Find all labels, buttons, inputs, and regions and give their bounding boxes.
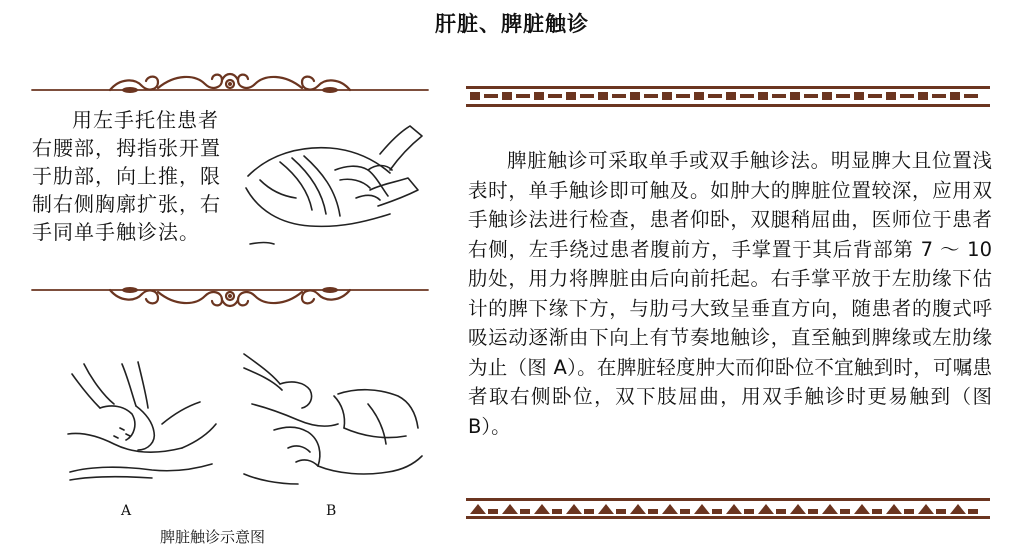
scroll-ornament-top-left — [30, 70, 430, 100]
spleen-palpation-paragraph: 脾脏触诊可采取单手或双手触诊法。明显脾大且位置浅表时，单手触诊即可触及。如肿大的脾脏位置较深，应用双手触诊法进行检查，患者仰卧，双腿稍屈曲，医师位于患者右侧，左手绕过患者腹前方，手掌置于其后背部第 7 ～ 10 肋处，用力将脾脏由后向前托起。右手掌平放于左肋缘下估计的脾下缘下方，与肋弓大致呈垂直方向，随患者的腹式呼吸运动逐渐由下向上有节奏地触诊，直至触到脾缘或左肋缘为止（图 A）。在脾脏轻度肿大而仰卧位不宜触到时，可嘱患者取右侧卧位，双下肢屈曲，用双手触诊时更易触到（图 B）。 — [468, 149, 992, 438]
scroll-ornament-bottom-left — [30, 282, 430, 312]
border-ornament-top-right — [466, 86, 990, 108]
spleen-palpation-illustration-b — [238, 344, 424, 500]
figure-caption: 脾脏触诊示意图 — [160, 528, 266, 546]
spleen-palpation-text — [468, 146, 992, 441]
spleen-palpation-illustration-a — [62, 354, 224, 494]
liver-palpation-text — [32, 106, 232, 246]
liver-palpation-illustration — [240, 118, 430, 258]
page-title: 肝脏、脾脏触诊 — [435, 12, 589, 36]
border-ornament-bottom-right — [466, 498, 990, 520]
figure-label-a: A — [121, 503, 132, 519]
liver-palpation-paragraph: 用左手托住患者右腰部，拇指张开置于肋部，向上推，限制右侧胸廓扩张，右手同单手触诊法。 — [32, 108, 221, 244]
figure-label-b: B — [326, 503, 337, 519]
